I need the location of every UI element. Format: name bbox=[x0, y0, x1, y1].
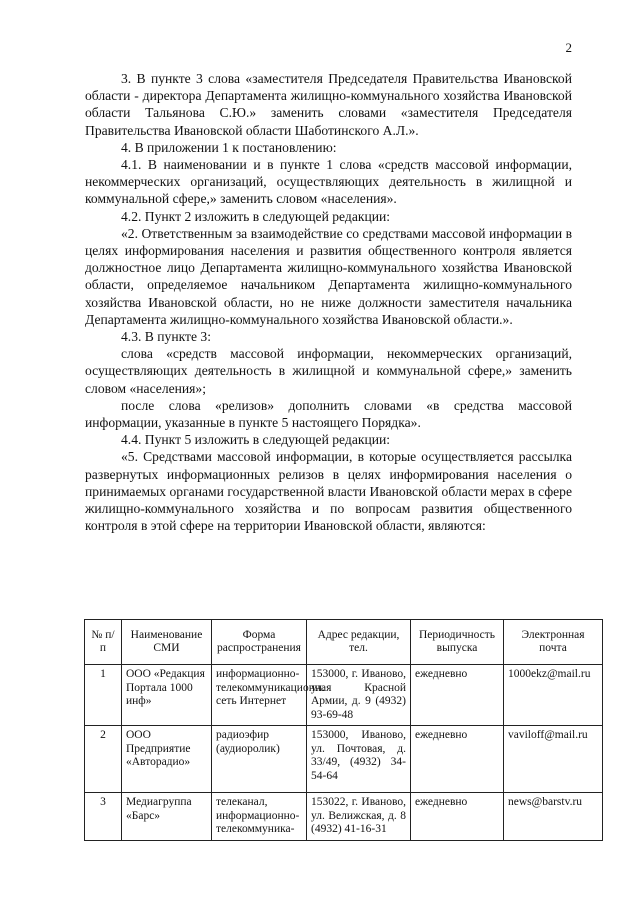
cell-media-name: ООО Предприятие «Авторадио» bbox=[122, 726, 212, 793]
paragraph: 3. В пункте 3 слова «заместителя Председателя Правительства Ивановской области - директора Департамента жилищно-коммунального хозяйства Ивановской области Тальянова С.Ю.» заменить словами «заместителя Председателя Правительства Ивановской области Шаботинского А.Л.». bbox=[85, 71, 572, 138]
cell-periodicity: ежедневно bbox=[411, 726, 504, 793]
cell-number: 3 bbox=[85, 793, 122, 841]
paragraph: после слова «релизов» дополнить словами «в средства массовой информации, указанные в пункте 5 настоящего Порядка». bbox=[85, 397, 572, 431]
paragraph: 4. В приложении 1 к постановлению: bbox=[121, 139, 337, 155]
cell-periodicity: ежедневно bbox=[411, 665, 504, 726]
cell-number: 2 bbox=[85, 726, 122, 793]
paragraph: 4.2. Пункт 2 изложить в следующей редакции: bbox=[121, 208, 391, 224]
cell-email: news@barstv.ru bbox=[504, 793, 603, 841]
table-row bbox=[85, 665, 603, 726]
cell-media-name: ООО «Редакция Портала 1000 инф» bbox=[122, 665, 212, 726]
paragraph: 4.3. В пункте 3: bbox=[121, 329, 211, 345]
cell-periodicity: ежедневно bbox=[411, 793, 504, 841]
cell-address: 153000, Иваново, ул. Почтовая, д. 33/49, (4932) 34-54-64 bbox=[307, 726, 411, 793]
header-number: № п/п bbox=[85, 620, 122, 665]
cell-distribution-form: информационно-телекоммуникационная сеть Интернет bbox=[212, 665, 307, 726]
document-body bbox=[85, 70, 572, 534]
cell-media-name: Медиагруппа «Барс» bbox=[122, 793, 212, 841]
cell-email: 1000ekz@mail.ru bbox=[504, 665, 603, 726]
header-media-name: Наименование СМИ bbox=[122, 620, 212, 665]
table-row bbox=[85, 793, 603, 841]
cell-address: 153022, г. Иваново, ул. Велижская, д. 8 (4932) 41-16-31 bbox=[307, 793, 411, 841]
cell-distribution-form: телеканал, информационно-телекоммуника- bbox=[212, 793, 307, 841]
cell-number: 1 bbox=[85, 665, 122, 726]
paragraph: «5. Средствами массовой информации, в которые осуществляется рассылка развернутых информационных релизов в целях информирования населения о принимаемых органами государственной власти Ивановской области мерах в сфере жилищно-коммунального хозяйства и по вопросам развития общественного контроля в этой сфере на территории Ивановской области, являются: bbox=[85, 449, 572, 534]
media-table bbox=[84, 619, 603, 841]
header-address: Адрес редакции, тел. bbox=[307, 620, 411, 665]
cell-address: 153000, г. Иваново, ул. Красной Армии, д. 9 (4932) 93-69-48 bbox=[307, 665, 411, 726]
header-distribution-form: Форма распространения bbox=[212, 620, 307, 665]
paragraph: 4.1. В наименовании и в пункте 1 слова «средств массовой информации, некоммерческих организаций, осуществляющих деятельность в жилищной и коммунальной сфере,» заменить словом «населения». bbox=[85, 157, 572, 207]
cell-email: vaviloff@mail.ru bbox=[504, 726, 603, 793]
header-email: Электронная почта bbox=[504, 620, 603, 665]
paragraph: «2. Ответственным за взаимодействие со средствами массовой информации в целях информирования населения и развития общественного контроля является должностное лицо Департамента жилищно-коммунального хозяйства Ивановской области, определяемое начальником Департамента жилищно-коммунального хозяйства Ивановской области, но не ниже должности заместителя начальника Департамента жилищно-коммунального хозяйства Ивановской области.». bbox=[85, 225, 572, 327]
table-row bbox=[85, 726, 603, 793]
header-periodicity: Периодичность выпуска bbox=[411, 620, 504, 665]
cell-distribution-form: радиоэфир (аудиоролик) bbox=[212, 726, 307, 793]
table-header-row bbox=[85, 620, 603, 665]
page-number: 2 bbox=[565, 40, 572, 55]
paragraph: слова «средств массовой информации, некоммерческих организаций, осуществляющих деятельность в жилищной и коммунальной сфере,» заменить словом «населения»; bbox=[85, 346, 572, 396]
paragraph: 4.4. Пункт 5 изложить в следующей редакции: bbox=[121, 432, 391, 448]
